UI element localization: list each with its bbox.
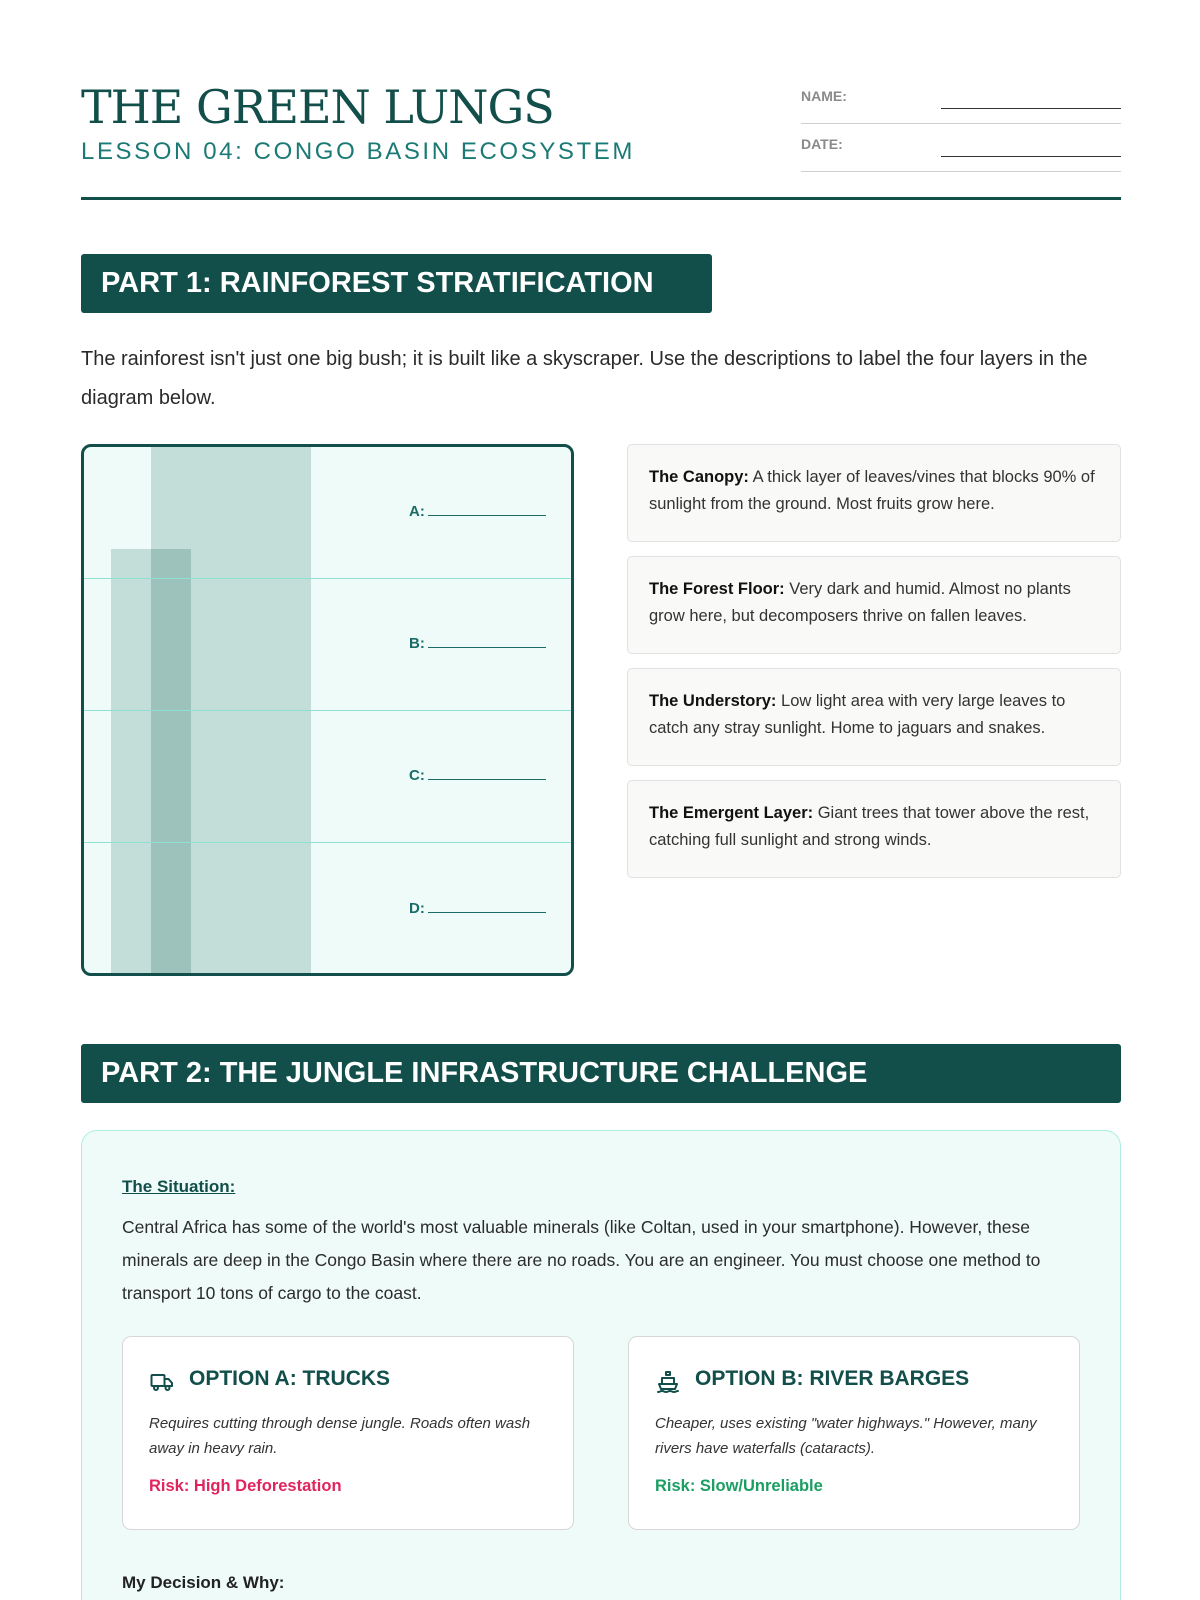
desc-term: The Canopy: xyxy=(649,468,749,486)
diagram-label-c[interactable] xyxy=(409,767,546,784)
name-label: NAME: xyxy=(801,88,847,104)
option-a-title: OPTION A: TRUCKS xyxy=(189,1367,391,1390)
answer-blank[interactable] xyxy=(428,515,546,516)
label-letter: D: xyxy=(409,900,425,917)
layer-divider xyxy=(84,842,571,843)
diagram-label-b[interactable] xyxy=(409,635,546,652)
option-a-card[interactable] xyxy=(122,1336,574,1530)
date-blank[interactable] xyxy=(941,156,1121,157)
option-b-title: OPTION B: RIVER BARGES xyxy=(695,1367,970,1390)
desc-text: Giant trees that tower above the rest, catching full sunlight and strong winds. xyxy=(649,804,1090,849)
desc-card-canopy xyxy=(627,444,1121,542)
challenge-panel xyxy=(81,1130,1121,1600)
desc-term: The Emergent Layer: xyxy=(649,804,814,822)
tree-overlap-shape xyxy=(151,549,191,973)
desc-term: The Forest Floor: xyxy=(649,580,785,598)
name-blank[interactable] xyxy=(941,108,1121,109)
page-subtitle: LESSON 04: CONGO BASIN ECOSYSTEM xyxy=(81,138,635,165)
part1-intro: The rainforest isn't just one big bush; it is built like a skyscraper. Use the descriptions to label the four layers in the diagram below. xyxy=(81,348,1088,409)
situation-text: Central Africa has some of the world's most valuable minerals (like Coltan, used in your smartphone). However, these minerals are deep in the Congo Basin where there are no roads. You are an engineer. You must choose one method to transport 10 tons of cargo to the coast. xyxy=(122,1217,1041,1303)
option-b-card[interactable] xyxy=(628,1336,1080,1530)
date-field[interactable] xyxy=(801,126,1121,172)
worksheet-header xyxy=(81,78,1121,200)
label-letter: A: xyxy=(409,503,425,520)
answer-blank[interactable] xyxy=(428,779,546,780)
desc-card-understory xyxy=(627,668,1121,766)
diagram-label-d[interactable] xyxy=(409,900,546,917)
desc-text: Low light area with very large leaves to catch any stray sunlight. Home to jaguars and snakes. xyxy=(649,692,1066,737)
part1-heading: PART 1: RAINFOREST STRATIFICATION xyxy=(81,254,712,313)
desc-card-emergent xyxy=(627,780,1121,878)
label-letter: B: xyxy=(409,635,425,652)
desc-text: A thick layer of leaves/vines that blocks 90% of sunlight from the ground. Most fruits grow here. xyxy=(649,468,1095,513)
desc-term: The Understory: xyxy=(649,692,777,710)
option-b-desc: Cheaper, uses existing "water highways." However, many rivers have waterfalls (cataracts). xyxy=(655,1415,1037,1457)
label-letter: C: xyxy=(409,767,425,784)
desc-text: Very dark and humid. Almost no plants grow here, but decomposers thrive on fallen leaves. xyxy=(649,580,1071,625)
layer-divider xyxy=(84,578,571,579)
situation-title: The Situation: xyxy=(122,1177,236,1196)
page-title: THE GREEN LUNGS xyxy=(81,80,554,134)
answer-blank[interactable] xyxy=(428,912,546,913)
stratification-diagram xyxy=(81,444,574,976)
date-label: DATE: xyxy=(801,136,843,152)
option-b-risk: Risk: Slow/Unreliable xyxy=(655,1477,823,1495)
option-a-risk: Risk: High Deforestation xyxy=(149,1477,342,1495)
decision-label: My Decision & Why: xyxy=(122,1573,285,1592)
desc-card-forest-floor xyxy=(627,556,1121,654)
answer-blank[interactable] xyxy=(428,647,546,648)
layer-divider xyxy=(84,710,571,711)
part2-heading: PART 2: THE JUNGLE INFRASTRUCTURE CHALLENGE xyxy=(81,1044,1121,1103)
diagram-label-a[interactable] xyxy=(409,503,546,520)
name-field[interactable] xyxy=(801,78,1121,124)
option-a-desc: Requires cutting through dense jungle. Roads often wash away in heavy rain. xyxy=(149,1415,531,1457)
